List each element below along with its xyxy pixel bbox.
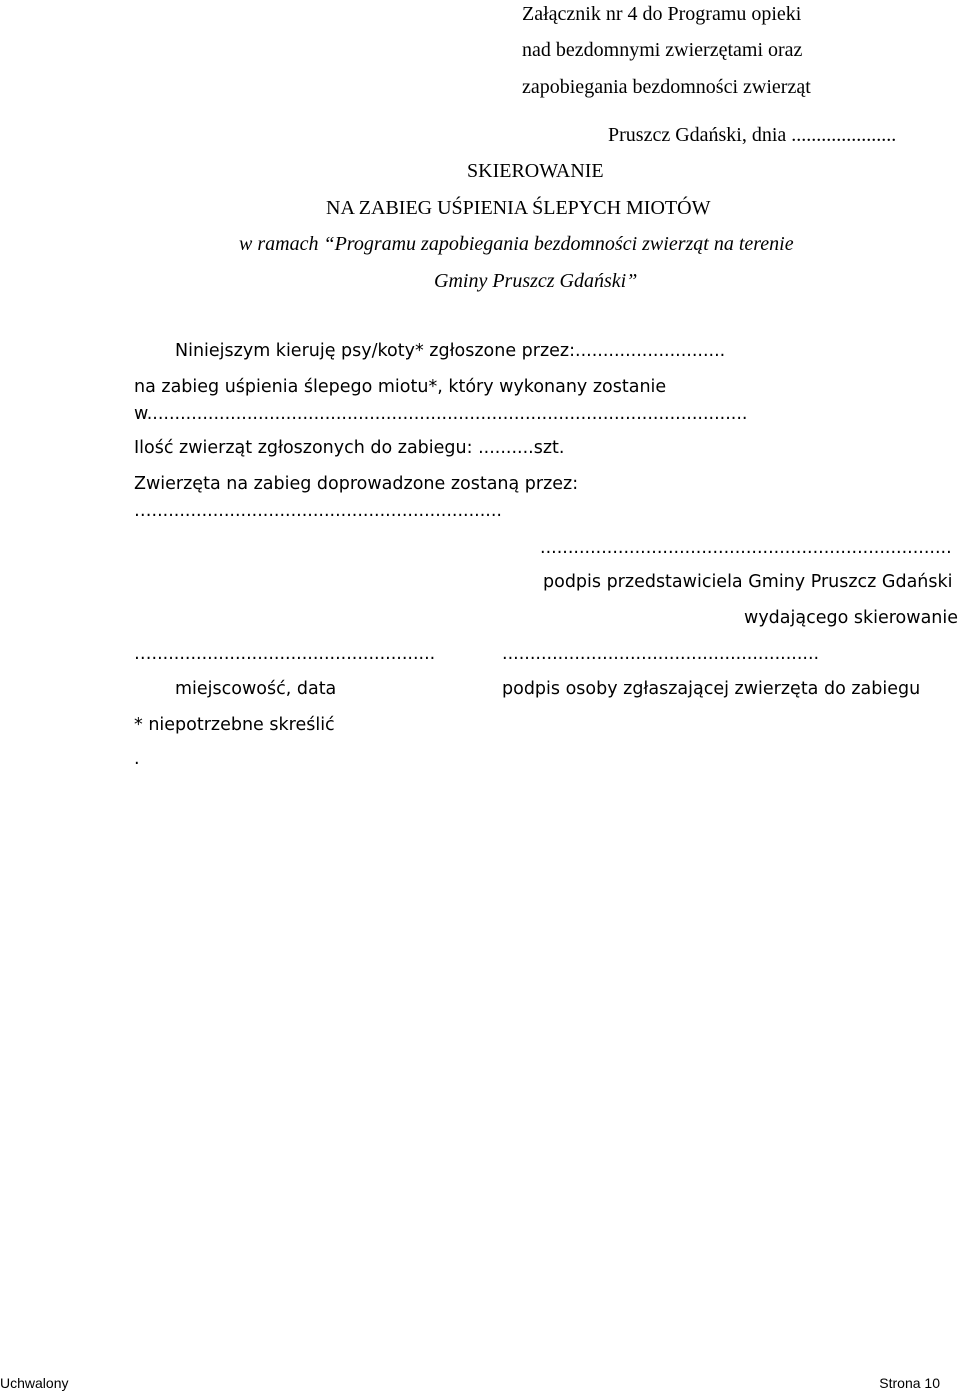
annex-line-2: nad bezdomnymi zwierzętami oraz xyxy=(522,39,803,61)
annex-line-3: zapobiegania bezdomności zwierząt xyxy=(522,76,811,98)
location-line: w............................................................................................................ xyxy=(134,404,748,424)
program-line-2: Gminy Pruszcz Gdański” xyxy=(434,270,638,292)
annex-line-1: Załącznik nr 4 do Programu opieki xyxy=(522,3,802,25)
place-date-line: Pruszcz Gdański, dnia ..................... xyxy=(608,124,897,146)
program-line-1: w ramach “Programu zapobiegania bezdomności zwierząt na terenie xyxy=(239,233,794,255)
footer-page-number: Strona 10 xyxy=(879,1375,940,1391)
procedure-line: na zabieg uśpienia ślepego miotu*, który wykonany zostanie xyxy=(134,377,667,397)
delivered-by-line: Zwierzęta na zabieg doprowadzone zostaną przez: xyxy=(134,474,579,494)
footer-left: Uchwalony xyxy=(0,1375,69,1391)
trailing-dot: . xyxy=(134,749,140,769)
reporter-signature-label: podpis osoby zgłaszającej zwierzęta do zabiegu xyxy=(502,679,921,699)
place-date-label: miejscowość, data xyxy=(175,679,337,699)
place-date-dots: …................................................... xyxy=(134,644,436,664)
representative-signature-dots: .......................................................................... xyxy=(540,538,952,558)
document-subtitle: NA ZABIEG UŚPIENIA ŚLEPYCH MIOTÓW xyxy=(326,197,711,219)
delivered-by-dots: …............................................................... xyxy=(134,501,502,521)
reporter-signature-dots: ......................................................... xyxy=(502,644,820,664)
referral-line: Niniejszym kieruję psy/koty* zgłoszone przez:........................... xyxy=(175,341,726,361)
strike-out-note: * niepotrzebne skreślić xyxy=(134,715,335,735)
representative-signature-label-2: wydającego skierowanie xyxy=(744,608,959,628)
representative-signature-label-1: podpis przedstawiciela Gminy Pruszcz Gdański xyxy=(543,572,953,592)
document-title: SKIEROWANIE xyxy=(467,160,604,182)
animal-count-line: Ilość zwierząt zgłoszonych do zabiegu: ..........szt. xyxy=(134,438,565,458)
